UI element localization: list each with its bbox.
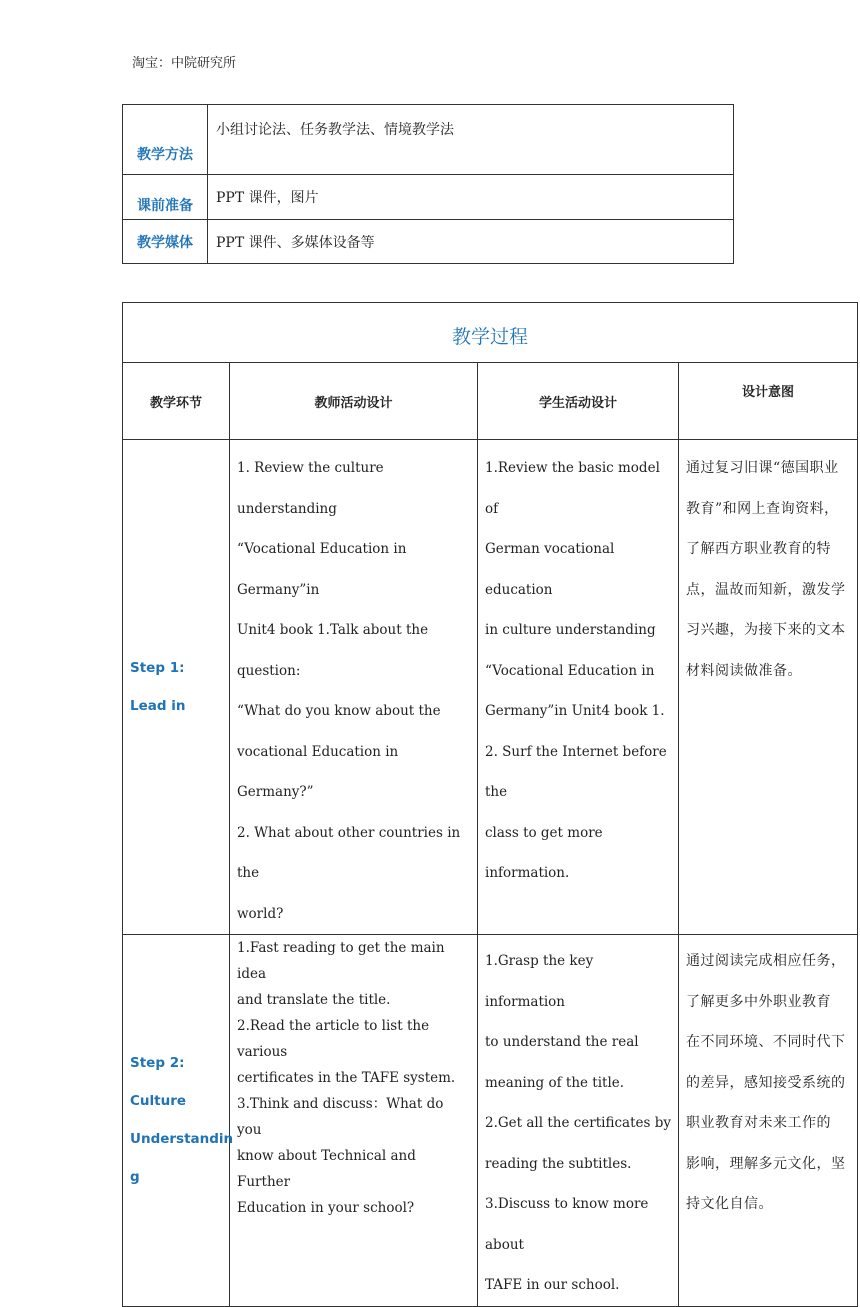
process-row-step1 <box>123 440 858 935</box>
process-title-row <box>123 303 858 363</box>
text-line: 通过复习旧课“德国职业 <box>686 460 839 476</box>
text-line: Germany”in Unit4 book 1. <box>485 703 665 719</box>
info-row-media <box>123 220 734 264</box>
text-line: 2. What about other countries in the <box>237 824 461 881</box>
text-line: 教育”和网上查询资料， <box>686 500 839 517</box>
process-header-row <box>123 363 858 440</box>
text-line: 3.Think and discuss：What do you <box>237 1096 444 1138</box>
step-label-line: Culture <box>130 1093 187 1110</box>
step1-student-activity <box>478 440 679 935</box>
info-label-media: 教学媒体 <box>123 220 208 264</box>
step-label-line: g <box>130 1169 140 1186</box>
text-line: certificates in the TAFE system. <box>237 1070 456 1086</box>
text-line: know about Technical and Further <box>237 1148 416 1190</box>
text-line: 了解西方职业教育的特 <box>686 541 831 557</box>
step-label-line: Step 1: <box>130 660 185 676</box>
info-value-methods: 小组讨论法、任务教学法、情境教学法 <box>208 105 734 175</box>
text-line: German vocational education <box>485 541 615 598</box>
header-design-intent: 设计意图 <box>679 363 858 440</box>
text-line: 2. Surf the Internet before the <box>485 743 667 800</box>
header-student-activity: 学生活动设计 <box>478 363 679 440</box>
text-line: “What do you know about the <box>237 703 441 719</box>
info-table <box>122 104 734 264</box>
info-label-preparation: 课前准备 <box>123 175 208 220</box>
text-line: 2.Read the article to list the various <box>237 1018 430 1060</box>
text-line: 点，温故而知新，激发学 <box>686 581 846 598</box>
info-value-preparation: PPT 课件，图片 <box>208 175 734 220</box>
process-table <box>122 302 858 1307</box>
text-line: 1.Grasp the key information <box>485 953 594 1010</box>
text-line: 通过阅读完成相应任务， <box>686 953 846 969</box>
text-line: Unit4 book 1.Talk about the question: <box>237 622 429 679</box>
step2-student-activity <box>478 935 679 1307</box>
step1-design-intent <box>679 440 858 935</box>
step-label-line: Lead in <box>130 698 186 714</box>
step-label-line: Understandin <box>130 1131 234 1148</box>
header-note: 淘宝：中院研究所 <box>132 56 237 71</box>
step2-teacher-activity <box>230 935 478 1307</box>
text-line: 职业教育对未来工作的 <box>686 1115 831 1131</box>
text-line: 材料阅读做准备。 <box>686 662 802 679</box>
text-line: 1. Review the culture understanding <box>237 460 384 517</box>
step1-label <box>123 440 230 935</box>
text-line: 2.Get all the certificates by <box>485 1115 672 1131</box>
text-line: world? <box>237 905 284 922</box>
info-row-preparation <box>123 175 734 220</box>
step1-teacher-activity <box>230 440 478 935</box>
text-line: 持文化自信。 <box>686 1196 773 1212</box>
step-label-line: Step 2: <box>130 1055 185 1072</box>
process-title: 教学过程 <box>123 303 858 363</box>
info-row-methods <box>123 105 734 175</box>
step2-design-intent <box>679 935 858 1307</box>
text-line: reading the subtitles. <box>485 1155 632 1172</box>
text-line: 习兴趣，为接下来的文本 <box>686 622 846 638</box>
text-line: “Vocational Education in <box>485 662 655 679</box>
text-line: class to get more information. <box>485 824 603 881</box>
text-line: vocational Education in Germany?” <box>237 743 399 800</box>
header-teacher-activity: 教师活动设计 <box>230 363 478 440</box>
text-line: “Vocational Education in Germany”in <box>237 541 407 598</box>
text-line: 3.Discuss to know more about <box>485 1196 649 1253</box>
text-line: 1.Fast reading to get the main idea <box>237 940 445 982</box>
text-line: and translate the title. <box>237 992 391 1008</box>
text-line: 1.Review the basic model of <box>485 460 660 517</box>
step2-label <box>123 935 234 1307</box>
text-line: 在不同环境、不同时代下 <box>686 1034 846 1050</box>
text-line: 的差异，感知接受系统的 <box>686 1074 846 1091</box>
text-line: 影响，理解多元文化，坚 <box>686 1155 846 1172</box>
info-label-methods: 教学方法 <box>123 105 208 175</box>
text-line: TAFE in our school. <box>485 1277 620 1293</box>
text-line: 了解更多中外职业教育 <box>686 993 831 1010</box>
process-row-step2 <box>123 935 858 1307</box>
text-line: to understand the real <box>485 1034 639 1050</box>
info-value-media: PPT 课件、多媒体设备等 <box>208 220 734 264</box>
header-step: 教学环节 <box>123 363 230 440</box>
text-line: meaning of the title. <box>485 1074 625 1091</box>
text-line: Education in your school? <box>237 1200 415 1216</box>
text-line: in culture understanding <box>485 622 656 638</box>
